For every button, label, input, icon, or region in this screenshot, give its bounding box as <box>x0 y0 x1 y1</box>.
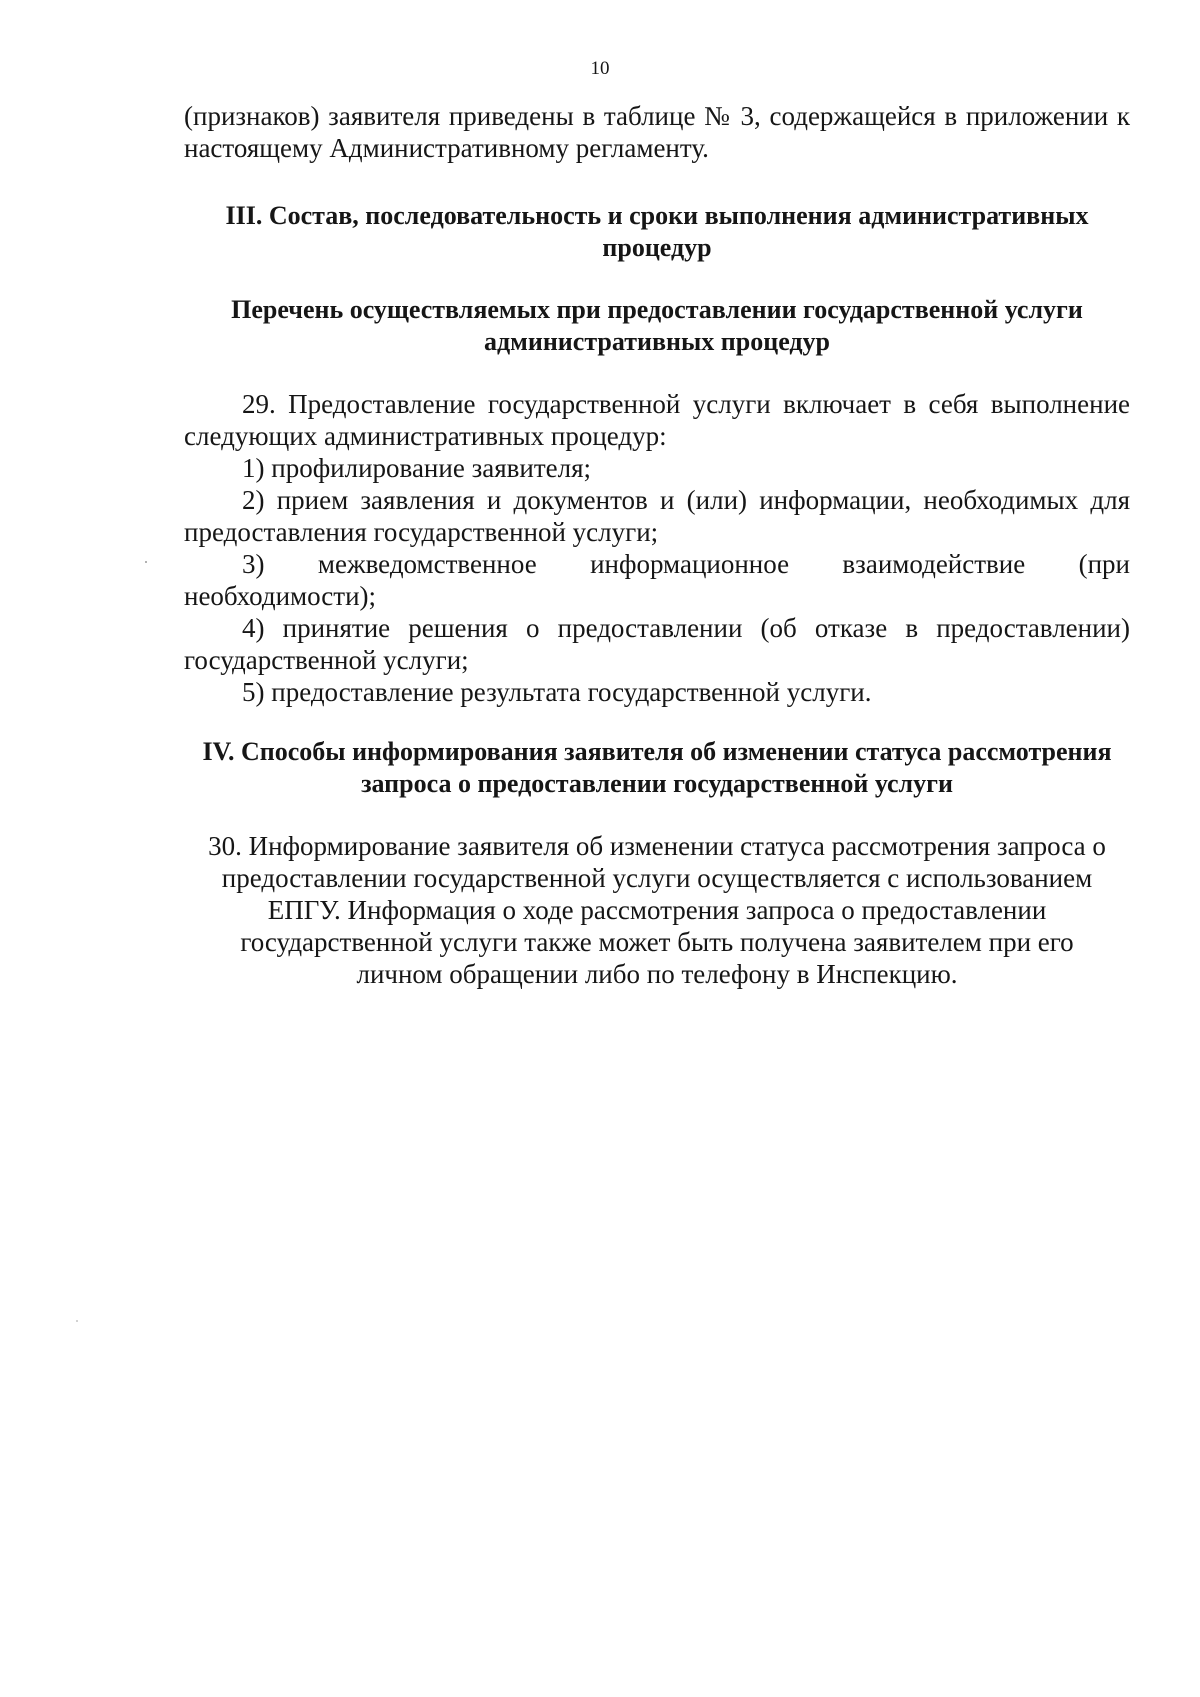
scan-speck <box>145 561 147 563</box>
procedure-list <box>184 452 1130 708</box>
page-number: 10 <box>590 58 610 79</box>
procedure-item: 3) межведомственное информационное взаимодействие (при необходимости); <box>184 549 1130 611</box>
item-29-intro: 29. Предоставление государственной услуги включает в себя выполнение следующих административных процедур: <box>184 389 1130 451</box>
procedure-item: 2) прием заявления и документов и (или) информации, необходимых для предоставления государственной услуги; <box>184 485 1130 547</box>
section-4-title: IV. Способы информирования заявителя об изменении статуса рассмотрения запроса о предоставлении государственной услуги <box>202 737 1112 798</box>
section-3-subtitle: Перечень осуществляемых при предоставлении государственной услуги административных процедур <box>231 295 1083 356</box>
procedure-item: 4) принятие решения о предоставлении (об отказе в предоставлении) государственной услуги; <box>184 613 1130 675</box>
section-3-title: III. Состав, последовательность и сроки выполнения административных процедур <box>225 201 1089 262</box>
scan-speck <box>76 1320 78 1322</box>
procedure-item: 1) профилирование заявителя; <box>242 453 592 483</box>
intro-paragraph: (признаков) заявителя приведены в таблице № 3, содержащейся в приложении к настоящему Административному регламенту. <box>184 101 1130 163</box>
document-body <box>184 100 1130 990</box>
item-30-paragraph: 30. Информирование заявителя об изменении статуса рассмотрения запроса о предоставлении государственной услуги осуществляется с использованием ЕПГУ. Информация о ходе рассмотрения запроса о предоставлении государственной услуги также может быть получена заявителем при его личном обращении либо по телефону в Инспекцию. <box>208 831 1106 989</box>
procedure-item: 5) предоставление результата государственной услуги. <box>242 677 872 707</box>
